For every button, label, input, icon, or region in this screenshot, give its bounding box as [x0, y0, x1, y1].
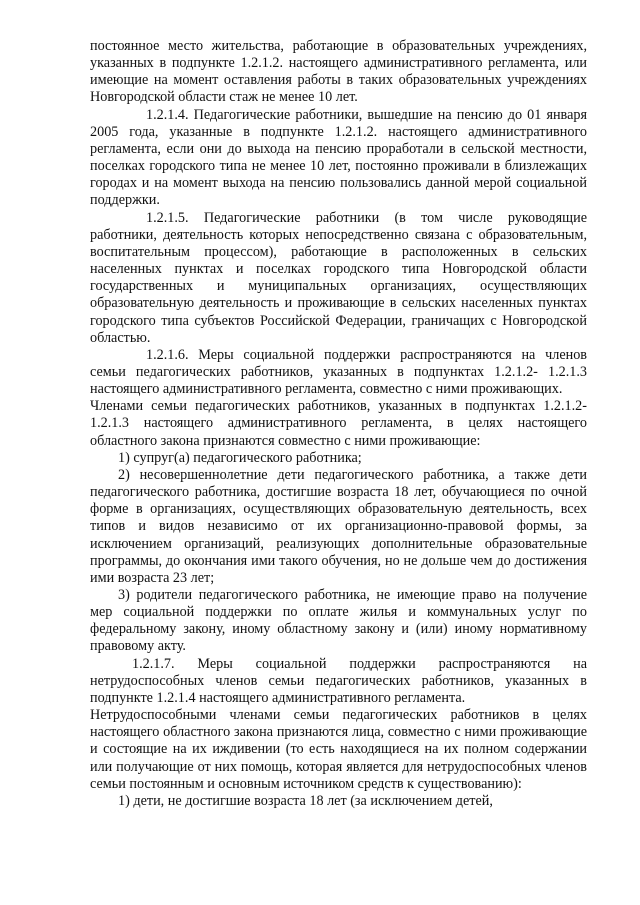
- document-page: [90, 38, 587, 810]
- paragraph-1-2-1-5: 1.2.1.5. Педагогические работники (в том числе руководящие работники, деятельность которых непосредственно связана с образовательным, воспитательным процессом), работающие в расположенных в сельских населенных пунктах и поселках городского типа Новгородской области государственных и муниципальных организациях, осуществляющих образовательную деятельность и проживающие в сельских населенных пунктах городского типа субъектов Российской Федерации, граничащих с Новгородской областью.: [90, 209, 587, 346]
- list-item-spouse: 1) супруг(а) педагогического работника;: [118, 449, 362, 466]
- list-item-minor-children: 1) дети, не достигшие возраста 18 лет (за исключением детей,: [118, 792, 493, 809]
- paragraph-residence-continuation: постоянное место жительства, работающие в образовательных учреждениях, указанных в подпункте 1.2.1.2. настоящего административного регламента, или имеющие на момент оставления работы в таких образовательных учреждениях Новгородской области стаж не менее 10 лет.: [90, 38, 587, 106]
- paragraph-disabled-members-definition: Нетрудоспособными членами семьи педагогических работников в целях настоящего областного закона признаются лица, совместно с ними проживающие и состоящие на их иждивении (то есть находящиеся на их полном содержании или получающие от них помощь, которая является для нетрудоспособных членов семьи постоянным и основным источником средств к существованию):: [90, 707, 587, 792]
- paragraph-1-2-1-4: 1.2.1.4. Педагогические работники, вышедшие на пенсию до 01 января 2005 года, указанные в подпункте 1.2.1.2. настоящего административного регламента, если они до выхода на пенсию проработали в сельской местности, поселках городского типа не менее 10 лет, постоянно проживали в близлежащих городах и на момент выхода на пенсию пользовались данной мерой социальной поддержки.: [90, 106, 587, 209]
- list-item-children: 2) несовершеннолетние дети педагогического работника, а также дети педагогического работника, достигшие возраста 18 лет, обучающиеся по очной форме в организациях, осуществляющих образовательную деятельность, всех типов и видов независимо от их организационно-правовой формы, за исключением организаций, реализующих дополнительные образовательные программы, до окончания ими такого обучения, но не дольше чем до достижения ими возраста 23 лет;: [90, 466, 587, 586]
- list-item-parents: 3) родители педагогического работника, не имеющие право на получение мер социальной поддержки по оплате жилья и коммунальных услуг по федеральному закону, иному областному закону и (или) иному нормативному правовому акту.: [90, 587, 587, 655]
- paragraph-family-members-definition: Членами семьи педагогических работников, указанных в подпунктах 1.2.1.2- 1.2.1.3 настоящего административного регламента, в целях настоящего областного закона признаются совместно с ними проживающие:: [90, 398, 587, 449]
- paragraph-1-2-1-7: 1.2.1.7. Меры социальной поддержки распространяются на нетрудоспособных членов семьи педагогических работников, указанных в подпункте 1.2.1.4 настоящего административного регламента.: [90, 655, 587, 706]
- paragraph-1-2-1-6: 1.2.1.6. Меры социальной поддержки распространяются на членов семьи педагогических работников, указанных в подпунктах 1.2.1.2- 1.2.1.3 настоящего административного регламента, совместно с ними проживающих.: [90, 346, 587, 398]
